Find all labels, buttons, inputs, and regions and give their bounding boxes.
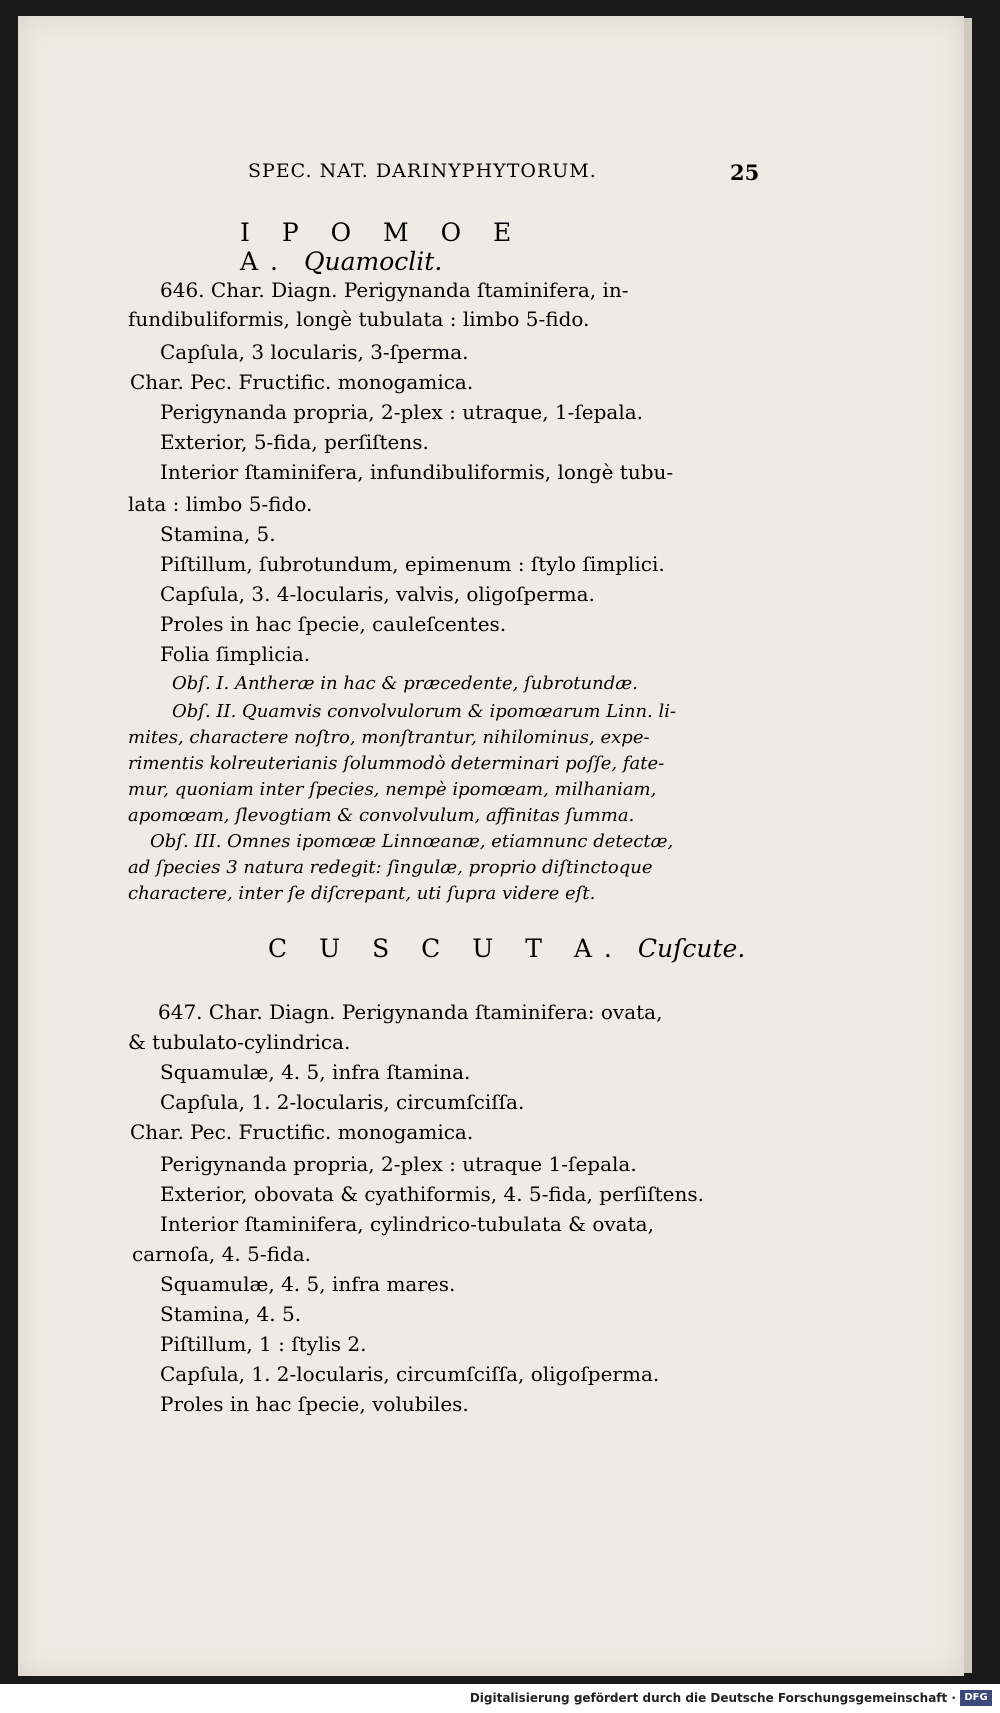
text-line: Char. Pec. Fructific. monogamica. — [130, 1120, 474, 1144]
text-line: Capſula, 3 locularis, 3-ſperma. — [160, 340, 469, 364]
text-line: Capſula, 1. 2-locularis, circumſciſſa, oligoſperma. — [160, 1362, 660, 1386]
text-line: fundibuliformis, longè tubulata : limbo 5-fido. — [128, 307, 590, 331]
genus-name: C U S C U T A. — [268, 934, 624, 963]
text-line: Exterior, obovata & cyathiformis, 4. 5-fida, perſiſtens. — [160, 1182, 704, 1206]
text-line: lata : limbo 5-fido. — [128, 492, 313, 516]
text-line: Proles in hac ſpecie, cauleſcentes. — [160, 612, 507, 636]
observation-line: mites, charactere noſtro, monſtrantur, nihilominus, expe- — [128, 727, 650, 748]
observation-line: Obſ. I. Antheræ in hac & præcedente, ſubrotundæ. — [172, 673, 638, 694]
text-line: Stamina, 5. — [160, 522, 276, 546]
text-line: Stamina, 4. 5. — [160, 1302, 302, 1326]
observation-line: mur, quoniam inter ſpecies, nempè ipomœam, milhaniam, — [128, 779, 657, 800]
text-line: 646. Char. Diagn. Perigynanda ſtaminifera, in- — [160, 278, 629, 302]
observation-line: ad ſpecies 3 natura redegit: ſingulæ, proprio diſtinctoque — [128, 857, 653, 878]
text-line: Squamulæ, 4. 5, infra mares. — [160, 1272, 456, 1296]
genus-common-name: Quamoclit. — [304, 247, 443, 276]
observation-line: rimentis kolreuterianis ſolummodò determinari poſſe, fate- — [128, 753, 665, 774]
text-line: Squamulæ, 4. 5, infra ſtamina. — [160, 1060, 471, 1084]
page-number: 25 — [730, 160, 760, 185]
text-line: & tubulato-cylindrica. — [128, 1030, 351, 1054]
dfg-logo: DFG — [960, 1690, 992, 1706]
text-line: Interior ſtaminifera, cylindrico-tubulata & ovata, — [160, 1212, 654, 1236]
text-line: Piſtillum, 1 : ſtylis 2. — [160, 1332, 367, 1356]
genus-heading-ipomoea — [240, 218, 740, 276]
footer-credit: Digitalisierung gefördert durch die Deutsche Forschungsgemeinschaft · — [469, 1691, 956, 1705]
text-line: Proles in hac ſpecie, volubiles. — [160, 1392, 469, 1416]
genus-name: I P O M O E A. — [240, 218, 524, 276]
running-title: SPEC. NAT. DARINYPHYTORUM. — [248, 160, 597, 182]
text-line: Perigynanda propria, 2-plex : utraque 1-ſepala. — [160, 1152, 637, 1176]
text-line: Capſula, 3. 4-locularis, valvis, oligoſperma. — [160, 582, 595, 606]
text-line: Capſula, 1. 2-locularis, circumſciſſa. — [160, 1090, 525, 1114]
text-line: Folia ſimplicia. — [160, 642, 311, 666]
genus-heading-cuscuta — [268, 934, 768, 963]
observation-line: charactere, inter ſe diſcrepant, uti ſupra videre eſt. — [128, 883, 596, 904]
text-line: Piſtillum, ſubrotundum, epimenum : ſtylo ſimplici. — [160, 552, 665, 576]
observation-line: Obſ. II. Quamvis convolvulorum & ipomœarum Linn. li- — [172, 701, 677, 722]
text-line: Perigynanda propria, 2-plex : utraque, 1-ſepala. — [160, 400, 644, 424]
text-line: Interior ſtaminifera, infundibuliformis, longè tubu- — [160, 460, 674, 484]
genus-common-name: Cuſcute. — [637, 934, 746, 963]
observation-line: Obſ. III. Omnes ipomœæ Linnœanæ, etiamnunc detectæ, — [150, 831, 674, 852]
text-line: Exterior, 5-fida, perſiſtens. — [160, 430, 429, 454]
text-line: carnoſa, 4. 5-fida. — [132, 1242, 311, 1266]
observation-line: apomœam, ſlevogtiam & convolvulum, affinitas ſumma. — [128, 805, 635, 826]
digitization-footer — [0, 1684, 1000, 1713]
text-line: 647. Char. Diagn. Perigynanda ſtaminifera: ovata, — [158, 1000, 663, 1024]
text-line: Char. Pec. Fructific. monogamica. — [130, 370, 474, 394]
page-edge — [964, 18, 972, 1673]
